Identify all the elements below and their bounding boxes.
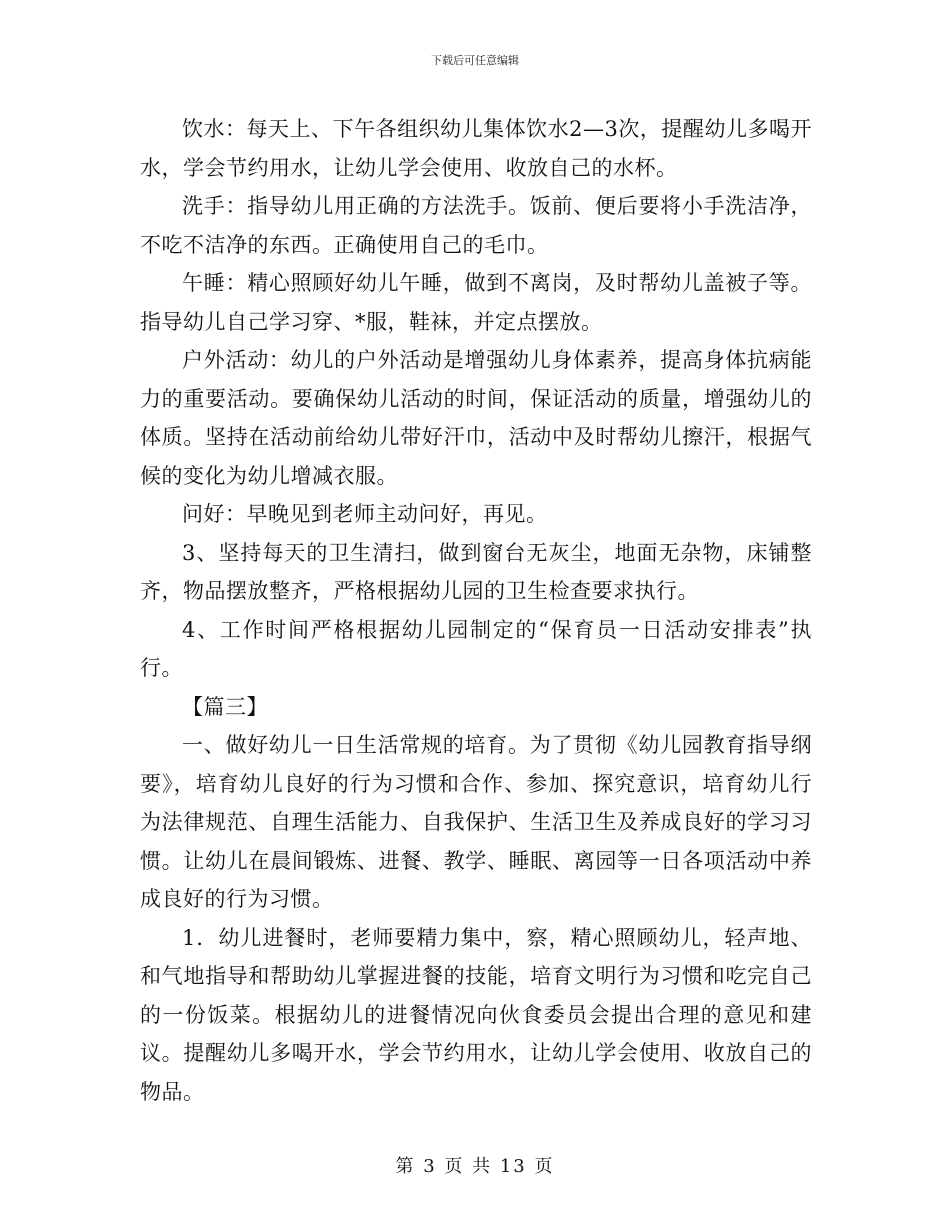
paragraph-meal-time: 1．幼儿进餐时，老师要精力集中，察，精心照顾幼儿，轻声地、和气地指导和帮助幼儿掌握进餐的技能，培育文明行为习惯和吃完自己的一份饭菜。根据幼儿的进餐情况向伙食委员会提出合理的意见和建议。提醒幼儿多喝开水，学会节约用水，让幼儿学会使用、收放自己的物品。 <box>140 925 812 1104</box>
section-title: 【篇三】 <box>182 694 268 719</box>
paragraph-cleaning: 3、坚持每天的卫生清扫，做到窗台无灰尘，地面无杂物，床铺整齐，物品摆放整齐，严格根据幼儿园的卫生检查要求执行。 <box>140 540 812 603</box>
paragraph-daily-routine: 一、做好幼儿一日生活常规的培育。为了贯彻《幼儿园教育指导纲要》，培育幼儿良好的行为习惯和合作、参加、探究意识，培育幼儿行为法律规范、自理生活能力、自我保护、生活卫生及养成良好的学习习惯。让幼儿在晨间锻炼、进餐、教学、睡眠、离园等一日各项活动中养成良好的行为习惯。 <box>140 733 812 911</box>
page-header: 下载后可任意编辑 <box>431 54 519 67</box>
paragraph-drinking-water: 饮水：每天上、下午各组织幼儿集体饮水2—3次，提醒幼儿多喝开水，学会节约用水，让幼儿学会使用、收放自己的水杯。 <box>140 117 812 180</box>
paragraph-nap: 午睡：精心照顾好幼儿午睡，做到不离岗，及时帮幼儿盖被子等。指导幼儿自己学习穿、*服，鞋袜，并定点摆放。 <box>140 271 812 334</box>
document-body <box>140 110 812 1111</box>
paragraph-outdoor-activity: 户外活动：幼儿的户外活动是增强幼儿身体素养，提高身体抗病能力的重要活动。要确保幼儿活动的时间，保证活动的质量，增强幼儿的体质。坚持在活动前给幼儿带好汗巾，活动中及时帮幼儿擦汗，根据气候的变化为幼儿增减衣服。 <box>140 348 812 488</box>
paragraph-greeting: 问好：早晚见到老师主动问好，再见。 <box>182 502 548 526</box>
paragraph-hand-washing: 洗手：指导幼儿用正确的方法洗手。饭前、便后要将小手洗洁净，不吃不洁净的东西。正确使用自己的毛巾。 <box>140 194 812 257</box>
paragraph-work-schedule: 4、工作时间严格根据幼儿园制定的“保育员一日活动安排表”执行。 <box>140 617 812 680</box>
page-footer: 第 3 页 共 13 页 <box>395 1156 555 1177</box>
